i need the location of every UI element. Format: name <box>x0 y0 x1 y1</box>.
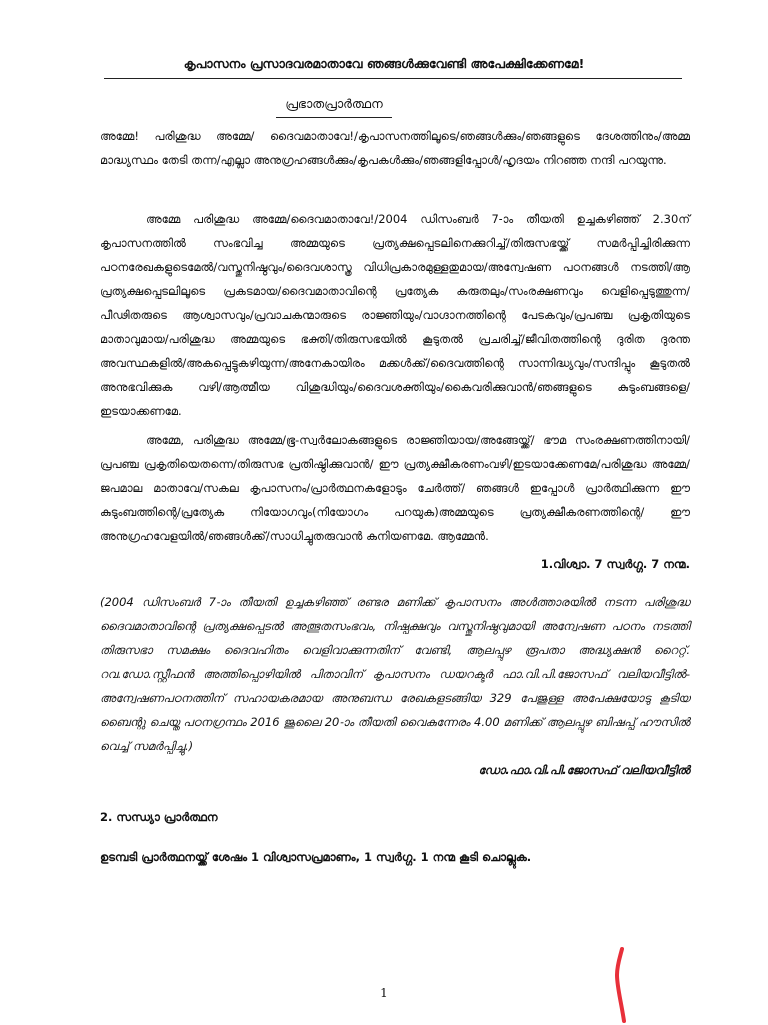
document-title: കൃപാസനം പ്രസാദവരമാതാവേ ഞങ്ങൾക്കുവേണ്ടി അപേക്ഷിക്കേണമേ! <box>183 56 585 71</box>
section-title-underline <box>276 117 392 118</box>
title-underline <box>104 78 682 79</box>
paragraph-3: അമ്മേ, പരിശുദ്ധ അമ്മേ/ഭൂ-സ്വർലോകങ്ങളുടെ രാജ്ഞിയായ/അങ്ങേയ്ക്ക്/ ഭൗമ സംരക്ഷണത്തിനായി/പ്രപഞ്ച പ്രകൃതിയെതന്നെ/തിരുസഭ പ്രതിഷ്ഠിക്കുവാൻ/ ഈ പ്രത്യക്ഷീകരണംവഴി/ഇടയാക്കേണമേ/പരിശുദ്ധ അമ്മേ/ജപമാല മാതാവേ/സകല കൃപാസനം/പ്രാർത്ഥനകളോടും ചേർത്ത്/ ഞങ്ങൾ ഇപ്പോൾ പ്രാർത്ഥിക്കുന്ന ഈ കുടുംബത്തിന്റെ/പ്രത്യേക നിയോഗവും(നിയോഗം പറയുക)അമ്മയുടെ പ്രത്യക്ഷീകരണത്തിന്റെ/ ഈ അനുഗ്രഹവേളയിൽ/ഞങ്ങൾക്ക്/സാധിച്ചുതരുവാൻ കനിയണമേ. ആമ്മേൻ. <box>100 433 690 543</box>
signature-line: ഡോ.ഫാ.വി.പി.ജോസഫ് വലിയവീട്ടിൽ <box>478 763 690 777</box>
red-pen-mark <box>600 945 640 1025</box>
section-title-morning-prayer: പ്രഭാതപ്രാർത്ഥന <box>285 96 383 111</box>
paragraph-2: അമ്മേ പരിശുദ്ധ അമ്മേ/ദൈവമാതാവേ!/2004 ഡിസംബർ 7-ാം തീയതി ഉച്ചകഴിഞ്ഞ് 2.30ന് കൃപാസനത്തിൽ സംഭവിച്ച അമ്മയുടെ പ്രത്യക്ഷപ്പെടലിനെക്കുറിച്ച്/തിരുസഭയ്ക്ക് സമർപ്പിച്ചിരിക്കുന്ന പഠനരേഖകളുടെമേൽ/വസ്തുനിഷ്ഠവും/ദൈവശാസ്ത്ര വിധിപ്രകാരമുള്ളതുമായ/അന്വേഷണ പഠനങ്ങൾ നടത്തി/ആ പ്രത്യക്ഷപ്പെടലിലൂടെ പ്രകടമായ/ദൈവമാതാവിന്റെ പ്രത്യേക കരുതലും/സംരക്ഷണവും വെളിപ്പെടുത്തുന്ന/പീഢിതരുടെ ആശ്വാസവും/പ്രവാചകന്മാരുടെ രാജ്ഞിയും/വാഗ്ദാനത്തിന്റെ പേടകവും/പ്രപഞ്ച പ്രകൃതിയുടെ മാതാവുമായ/പരിശുദ്ധ അമ്മയുടെ ഭക്തി/തിരുസഭയിൽ കൂടുതൽ പ്രചരിച്ച്/ജീവിതത്തിന്റെ ദുരിത ദുരന്ത അവസ്ഥകളിൽ/അകപ്പെട്ടുകഴിയുന്ന/അനേകായിരം മക്കൾക്ക്/ദൈവത്തിന്റെ സാന്നിദ്ധ്യവും/സന്ദിപ്പും കൂടുതൽ അനുഭവിക്കുക വഴി/ആത്മീയ വിശുദ്ധിയും/ദൈവശക്തിയും/കൈവരിക്കുവാൻ/ഞങ്ങളുടെ കുടുംബങ്ങളെ/ഇടയാക്കണമേ. <box>100 212 690 418</box>
paragraph-1: അമ്മേ! പരിശുദ്ധ അമ്മേ/ ദൈവമാതാവേ!/കൃപാസനത്തിലൂടെ/ഞങ്ങൾക്കും/ഞങ്ങളുടെ ദേശത്തിനും/അമ്മ മാദ്ധ്യസ്ഥം തേടി തന്ന/എല്ലാ അനുഗ്രഹങ്ങൾക്കും/കൃപകൾക്കും/ഞങ്ങളിപ്പോൾ/ഹൃദയം നിറഞ്ഞ നന്ദി പറയുന്നു. <box>100 129 690 167</box>
italic-note: (2004 ഡിസംബർ 7-ാം തീയതി ഉച്ചകഴിഞ്ഞ് രണ്ടര മണിക്ക് കൃപാസനം അൾത്താരയിൽ നടന്ന പരിശുദ്ധ ദൈവമാതാവിന്റെ പ്രത്യക്ഷപ്പെടൽ അത്ഭുതസംഭവം, നിഷ്പക്ഷവും വസ്തുനിഷ്ഠവുമായി അന്വേഷണ പഠനം നടത്തി തിരുസഭാ സമക്ഷം ദൈവഹിതം വെളിവാക്കുന്നതിന് വേണ്ടി, ആലപ്പുഴ രൂപതാ അദ്ധ്യക്ഷൻ റൈറ്റ്. റവ.ഡോ.സ്റ്റീഫൻ അത്തിപ്പൊഴിയിൽ പിതാവിന് കൃപാസനം ഡയറക്ടർ ഫാ.വി.പി.ജോസഫ് വലിയവീട്ടിൽ-അന്വേഷണപഠനത്തിന് സഹായകരമായ അനുബന്ധ രേഖകളടങ്ങിയ 329 പേജുള്ള അപേക്ഷയോടു കൂടിയ ബൈന്റു ചെയ്ത പഠനഗ്രന്ഥം 2016 ജൂലൈ 20-ാം തീയതി വൈകുന്നേരം 4.00 മണിക്ക് ആലപ്പുഴ ബിഷപ്പ് ഹൗസിൽ വെച്ച് സമർപ്പിച്ചു.) <box>100 595 690 753</box>
page-number: 1 <box>380 986 388 1000</box>
prayer-reference: 1.വിശ്വാ. 7 സ്വർഗ്ഗ. 7 നന്മ. <box>540 557 690 571</box>
section-2-title: 2. സന്ധ്യാ പ്രാർത്ഥന <box>100 810 218 824</box>
section-2-instruction: ഉടമ്പടി പ്രാർത്ഥനയ്ക്ക് ശേഷം 1 വിശ്വാസപ്രമാണം, 1 സ്വർഗ്ഗ. 1 നന്മ കൂടി ചൊല്ലുക. <box>100 850 532 864</box>
